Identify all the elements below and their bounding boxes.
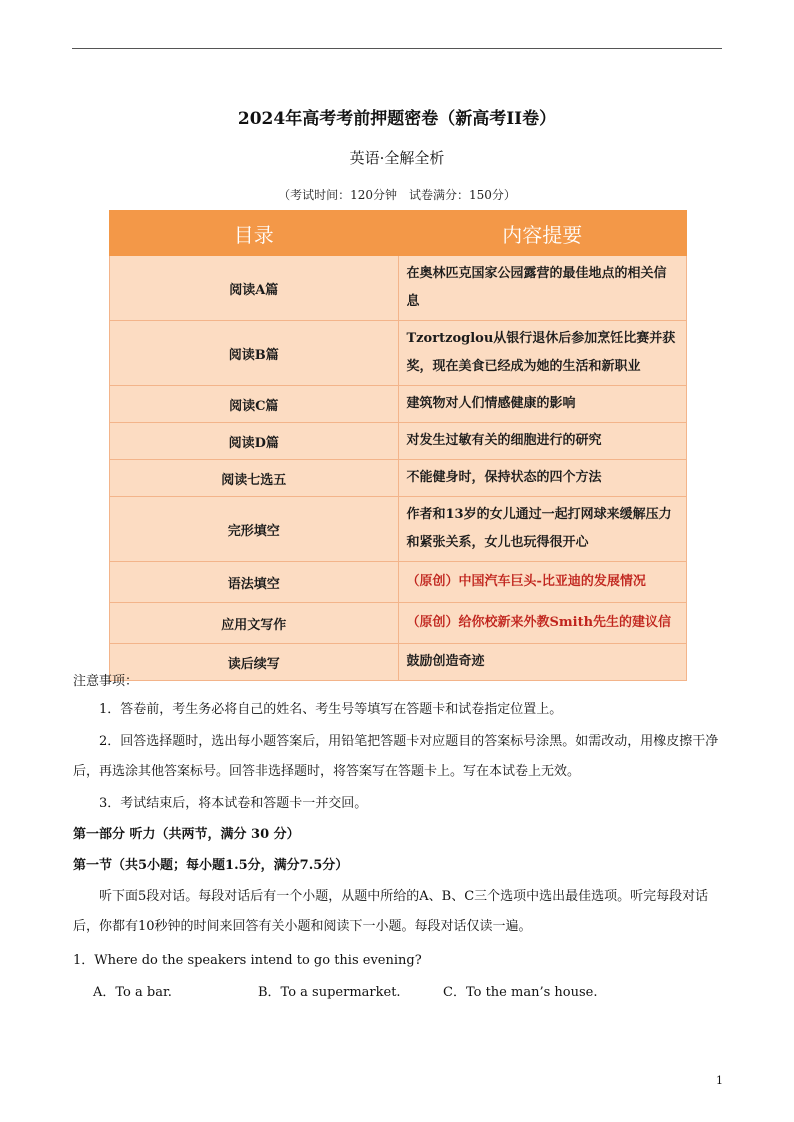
note-item: 2．回答选择题时，选出每小题答案后，用铅笔把答题卡对应题目的答案标号涂黑。如需改动，用橡皮擦干净后，再选涂其他答案标号。回答非选择题时，将答案写在答题卡上。写在本试卷上无效。 <box>73 734 719 779</box>
section-cell: 完形填空 <box>110 497 399 562</box>
table-row <box>110 562 687 603</box>
summary-cell-original: （原创）给你校新来外教Smith先生的建议信 <box>398 603 687 644</box>
contents-table-header <box>110 211 687 256</box>
section-cell: 语法填空 <box>110 562 399 603</box>
listening-instructions: 听下面5段对话。每段对话后有一个小题，从题中所给的A、B、C三个选项中选出最佳选项。听完每段对话后，你都有10秒钟的时间来回答有关小题和阅读下一小题。每段对话仅读一遍。 <box>73 889 709 934</box>
table-row <box>110 603 687 644</box>
table-row <box>110 644 687 681</box>
option-a: A．To a bar. <box>93 985 172 1000</box>
exam-info: （考试时间：120分钟 试卷满分：150分） <box>278 188 516 202</box>
contents-header-summary: 内容提要 <box>398 211 687 256</box>
table-row <box>110 460 687 497</box>
section-cell: 阅读B篇 <box>110 321 399 386</box>
table-row <box>110 386 687 423</box>
page-number: 1 <box>716 1074 723 1087</box>
summary-cell: 不能健身时，保持状态的四个方法 <box>398 460 687 497</box>
option-b: B．To a supermarket. <box>258 985 401 1000</box>
note-item: 3．考试结束后，将本试卷和答题卡一并交回。 <box>99 796 368 811</box>
summary-cell: 建筑物对人们情感健康的影响 <box>398 386 687 423</box>
table-row <box>110 423 687 460</box>
summary-cell: 鼓励创造奇迹 <box>398 644 687 681</box>
section-heading: 第一节（共5小题；每小题1.5分，满分7.5分） <box>73 858 349 873</box>
section-cell: 阅读D篇 <box>110 423 399 460</box>
section-cell: 阅读C篇 <box>110 386 399 423</box>
table-row <box>110 321 687 386</box>
section-cell: 阅读A篇 <box>110 256 399 321</box>
part-heading: 第一部分 听力（共两节，满分 30 分） <box>73 827 300 842</box>
page-title: 2024年高考考前押题密卷（新高考II卷） <box>237 109 557 129</box>
summary-cell: 作者和13岁的女儿通过一起打网球来缓解压力和紧张关系，女儿也玩得很开心 <box>398 497 687 562</box>
note-item: 1．答卷前，考生务必将自己的姓名、考生号等填写在答题卡和试卷指定位置上。 <box>99 702 563 717</box>
option-c: C．To the man’s house. <box>443 985 598 1000</box>
summary-cell: Tzortzoglou从银行退休后参加烹饪比赛并获奖，现在美食已经成为她的生活和新职业 <box>398 321 687 386</box>
table-row <box>110 497 687 562</box>
summary-cell: 在奥林匹克国家公园露营的最佳地点的相关信息 <box>398 256 687 321</box>
question-stem: 1．Where do the speakers intend to go this evening? <box>73 953 422 968</box>
notes-title: 注意事项： <box>73 674 139 689</box>
header-rule <box>72 48 722 49</box>
summary-cell-original: （原创）中国汽车巨头-比亚迪的发展情况 <box>398 562 687 603</box>
table-row <box>110 256 687 321</box>
page-subtitle: 英语·全解全析 <box>349 149 445 167</box>
section-cell: 读后续写 <box>110 644 399 681</box>
contents-header-directory: 目录 <box>110 211 399 256</box>
section-cell: 应用文写作 <box>110 603 399 644</box>
summary-cell: 对发生过敏有关的细胞进行的研究 <box>398 423 687 460</box>
section-cell: 阅读七选五 <box>110 460 399 497</box>
contents-table <box>109 210 687 681</box>
